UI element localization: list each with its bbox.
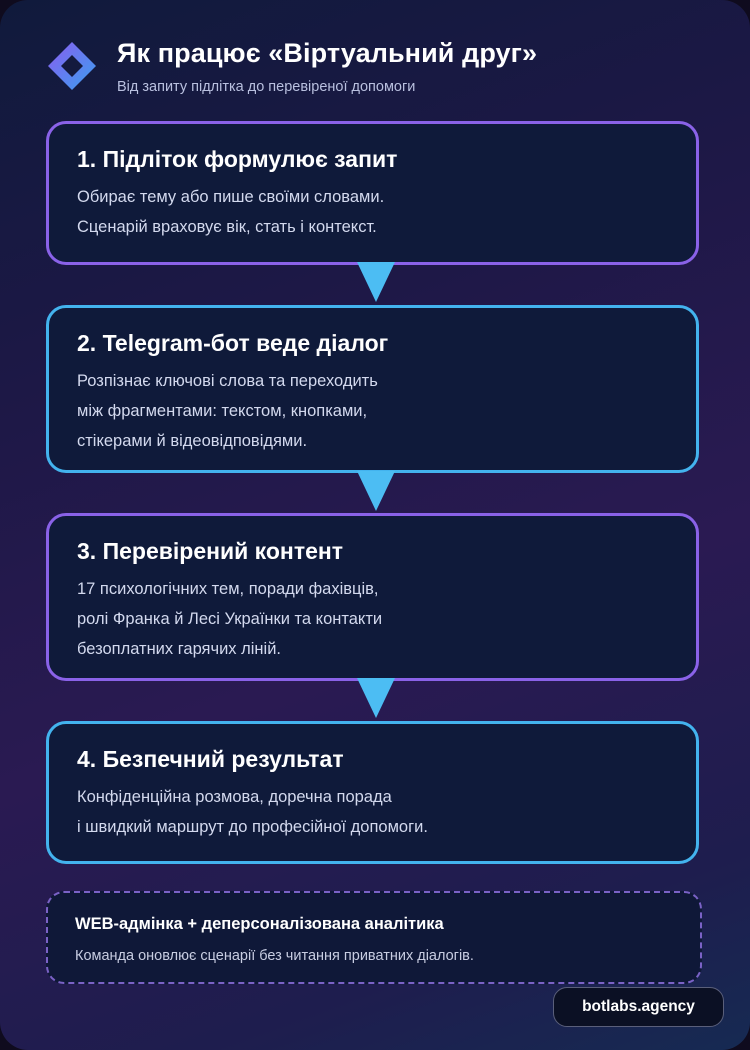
step-description: [77, 574, 382, 664]
flow-arrow-1: [357, 262, 395, 302]
step-title: 3. Перевірений контент: [77, 538, 344, 564]
page-title: Як працює «Віртуальний друг»: [117, 38, 538, 68]
brand-badge: botlabs.agency: [553, 987, 724, 1027]
step-line: між фрагментами: текстом, кнопками,: [77, 402, 368, 420]
step-card-1: [46, 121, 699, 265]
step-title: 2. Telegram-бот веде діалог: [77, 330, 389, 356]
admin-analytics-note: [46, 891, 702, 984]
step-title: 4. Безпечний результат: [77, 746, 344, 772]
step-line: ролі Франка й Лесі Українки та контакти: [77, 610, 383, 628]
step-description: [77, 182, 384, 242]
step-line: Конфіденційна розмова, доречна порада: [77, 788, 392, 806]
diamond-logo-icon: [46, 40, 98, 92]
step-description: [77, 782, 428, 842]
note-text: Команда оновлює сценарії без читання приватних діалогів.: [75, 948, 474, 964]
note-title: WEB-адмінка + деперсоналізована аналітика: [75, 915, 444, 933]
step-line: 17 психологічних тем, поради фахівців,: [77, 580, 379, 598]
step-title: 1. Підліток формулює запит: [77, 146, 398, 172]
flow-arrow-3: [357, 678, 395, 718]
step-line: стікерами й відеовідповідями.: [77, 432, 308, 450]
page-subtitle: Від запиту підлітка до перевіреної допомоги: [117, 79, 416, 95]
step-line: Обирає тему або пише своїми словами.: [77, 188, 385, 206]
step-card-4: [46, 721, 699, 864]
step-line: безоплатних гарячих ліній.: [77, 640, 282, 658]
step-line: Розпізнає ключові слова та переходить: [77, 372, 378, 390]
step-line: Сценарій враховує вік, стать і контекст.: [77, 218, 377, 236]
step-line: і швидкий маршрут до професійної допомоги.: [77, 818, 428, 836]
step-card-2: [46, 305, 699, 473]
step-description: [77, 366, 378, 456]
flow-arrow-2: [357, 471, 395, 511]
step-card-3: [46, 513, 699, 681]
